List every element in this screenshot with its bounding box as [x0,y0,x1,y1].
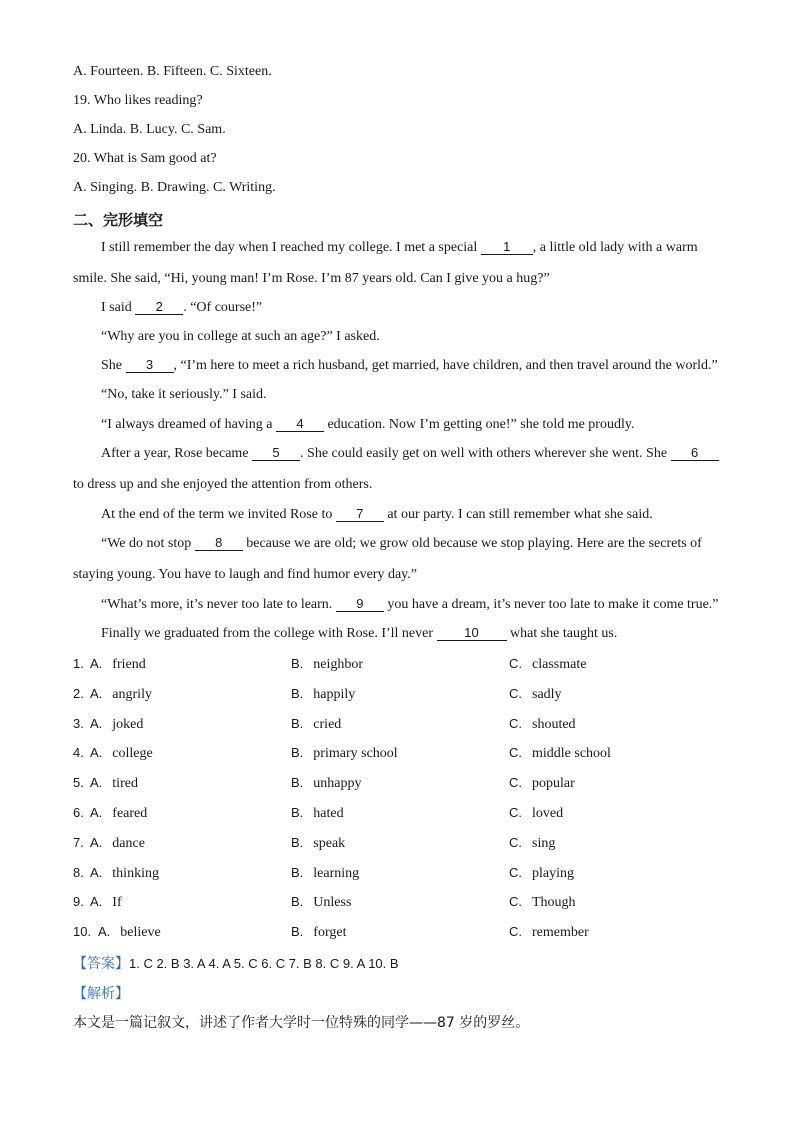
option-number: 4. [73,745,84,761]
option-letter: B. [291,864,304,880]
passage-text: I still remember the day when I reached my college. I met a special [101,240,481,255]
blank-6: 6 [671,446,719,461]
option-row [73,775,753,795]
passage-text: I said [101,300,136,315]
passage-text: education. Now I’m getting one!” she told me proudly. [323,417,635,432]
passage-text: . “Of course!” [183,300,263,315]
option-number: 2. [73,685,84,701]
option-c [509,656,586,673]
option-letter: B. [291,834,304,850]
passage-line [101,597,719,613]
option-text: college [112,746,153,762]
option-number: 8. [73,864,84,880]
passage-text: At the end of the term we invited Rose to [101,507,336,522]
option-letter: A. [90,805,103,820]
option-letter: C. [509,924,522,940]
option-a [90,686,152,703]
option-letter: B. [291,685,304,701]
option-letter: C. [509,685,522,701]
option-a [90,775,138,792]
option-c [509,835,555,852]
option-a [98,924,161,941]
passage-text: . She could easily get on well with others wherever she went. She [300,446,671,461]
blank-2: 2 [135,300,183,315]
q18-options: A. Fourteen. B. Fifteen. C. Sixteen. [73,64,272,79]
option-a [90,656,146,673]
option-text: sadly [532,686,562,702]
option-text: playing [532,865,574,881]
option-letter: A. [90,775,103,791]
option-text: sing [532,835,556,851]
option-text: cried [313,716,342,732]
option-text: unhappy [313,776,362,792]
option-text: dance [112,835,145,851]
option-row [73,745,753,765]
passage-line [101,507,653,523]
option-text: joked [112,716,144,732]
option-letter: C. [509,834,522,850]
option-b [291,745,398,762]
option-text: thinking [112,865,159,881]
option-b [291,865,359,882]
option-b [291,716,341,733]
option-text: middle school [532,746,611,762]
passage-line [101,417,634,433]
option-text: happily [313,686,356,702]
option-text: remember [532,925,589,941]
option-c [509,894,576,911]
option-row [73,656,753,676]
q19-options: A. Linda. B. Lucy. C. Sam. [73,122,226,137]
passage-text: She [101,358,126,373]
option-letter: C. [509,894,522,910]
option-text: friend [112,657,146,672]
option-text: speak [313,835,346,851]
option-a [90,865,159,882]
option-b [291,805,344,822]
option-letter: A. [90,834,103,850]
passage-text: After a year, Rose became [101,446,253,461]
option-text: loved [532,806,564,821]
option-a [90,745,153,762]
option-text: neighbor [313,657,364,672]
option-row [73,894,753,914]
passage-line: smile. She said, “Hi, young man! I’m Rose. I’m 87 years old. Can I give you a hug?” [73,271,550,286]
option-letter: A. [90,864,103,880]
option-a [90,894,122,911]
passage-line: staying young. You have to laugh and find humor every day.” [73,567,417,582]
option-a [90,805,147,822]
option-text: shouted [532,716,576,732]
option-c [509,924,589,941]
option-letter: B. [291,924,304,940]
option-letter: C. [509,715,522,731]
blank-9: 9 [336,597,384,612]
option-letter: B. [291,656,304,671]
passage-line [101,536,702,552]
option-number: 5. [73,775,84,791]
option-row [73,686,753,706]
option-letter: C. [509,656,522,671]
passage-text: Finally we graduated from the college with Rose. I’ll never [101,626,437,641]
option-text: angrily [112,686,152,702]
passage-text: , “I’m here to meet a rich husband, get married, have children, and then travel around the world.” [173,358,718,373]
analysis-line [73,983,129,1003]
passage-line [101,626,617,642]
passage-line [101,300,262,316]
option-text: classmate [532,657,587,672]
option-number: 9. [73,894,84,910]
blank-5: 5 [252,446,300,461]
option-text: popular [532,776,575,792]
option-text: tired [112,776,138,792]
option-text: Unless [313,895,352,911]
option-letter: A. [90,745,103,761]
passage-text: “I always dreamed of having a [101,417,276,432]
blank-1: 1 [481,240,533,255]
option-text: hated [313,806,344,821]
passage-line [101,358,718,374]
option-c [509,686,562,703]
question-20: 20. What is Sam good at? [73,151,217,166]
option-letter: C. [509,805,522,820]
passage-text: “We do not stop [101,536,195,551]
answer-text: 1. C 2. B 3. A 4. A 5. C 6. C 7. B 8. C 9. A 10. B [129,956,399,971]
option-letter: A. [90,656,103,671]
passage-line: “No, take it seriously.” I said. [101,387,267,402]
option-text: feared [112,806,148,821]
option-text: believe [120,925,161,941]
option-b [291,894,351,911]
analysis-tag: 【解析】 [73,986,129,1002]
blank-4: 4 [276,417,324,432]
blank-8: 8 [195,536,243,551]
option-c [509,716,576,733]
passage-line: “Why are you in college at such an age?” I asked. [101,329,380,344]
option-row [73,835,753,855]
option-number: 1. [73,656,84,671]
option-number: 7. [73,834,84,850]
option-text: primary school [313,746,398,762]
option-letter: B. [291,715,304,731]
option-text: forget [313,925,347,941]
option-b [291,924,346,941]
passage-text: what she taught us. [506,626,618,641]
answer-line [73,953,399,973]
passage-text: because we are old; we grow old because we stop playing. Here are the secrets of [242,536,702,551]
section-title: 二、完形填空 [73,211,164,229]
option-row [73,924,753,944]
option-letter: A. [90,894,103,910]
blank-7: 7 [336,507,384,522]
option-b [291,775,362,792]
option-b [291,686,355,703]
passage-text: “What’s more, it’s never too late to learn. [101,597,336,612]
option-row [73,805,753,825]
answer-tag: 【答案】 [73,956,129,972]
option-letter: A. [98,924,111,940]
passage-line: to dress up and she enjoyed the attention from others. [73,477,373,492]
option-letter: A. [90,685,103,701]
option-letter: B. [291,775,304,791]
option-a [90,835,145,852]
option-c [509,775,575,792]
passage-line [101,446,719,462]
option-letter: C. [509,864,522,880]
option-text: If [112,895,122,911]
option-text: Though [532,895,576,911]
passage-text: , a little old lady with a warm [532,240,698,255]
option-number: 3. [73,715,84,731]
option-row [73,865,753,885]
option-a [90,716,143,733]
q20-options: A. Singing. B. Drawing. C. Writing. [73,180,276,195]
question-19: 19. Who likes reading? [73,93,203,108]
blank-10: 10 [437,626,507,641]
option-letter: C. [509,775,522,791]
option-letter: A. [90,715,103,731]
analysis-text: 本文是一篇记叙文，讲述了作者大学时一位特殊的同学——87 岁的罗丝。 [73,1015,530,1031]
passage-text: at our party. I can still remember what she said. [383,507,653,522]
blank-3: 3 [126,358,174,373]
option-number: 6. [73,805,84,820]
option-b [291,656,363,673]
option-b [291,835,345,852]
option-letter: C. [509,745,522,761]
option-letter: B. [291,745,304,761]
option-row [73,716,753,736]
passage-text: you have a dream, it’s never too late to make it come true.” [383,597,719,612]
option-c [509,745,611,762]
option-c [509,805,563,822]
option-letter: B. [291,894,304,910]
passage-line [101,240,698,256]
option-number: 10. [73,924,92,940]
option-letter: B. [291,805,304,820]
option-text: learning [313,865,360,881]
option-c [509,865,574,882]
